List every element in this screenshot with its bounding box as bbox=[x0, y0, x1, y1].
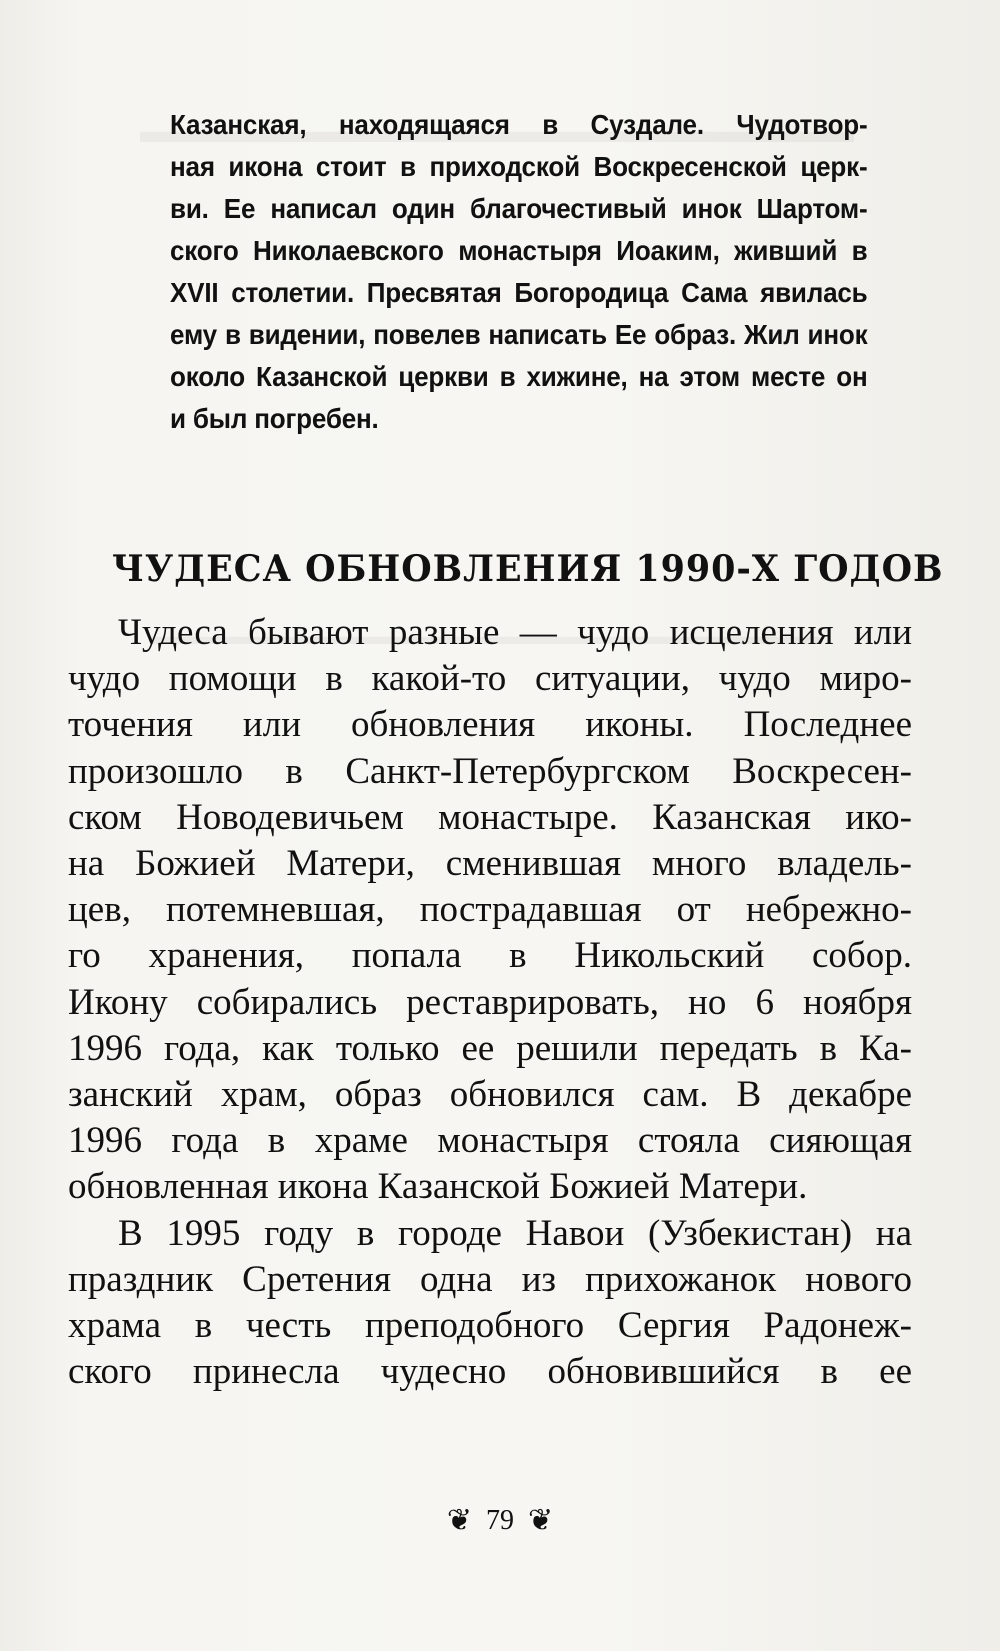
intro-line: и был погребен. bbox=[170, 403, 379, 434]
intro-line: около Казанской церкви в хижине, на этом месте он bbox=[170, 361, 868, 392]
body-line: произошло в Санкт-Петербургском Воскресен- bbox=[68, 750, 912, 792]
body-line: обновленная икона Казанской Божией Матери. bbox=[68, 1166, 808, 1208]
body-line: на Божией Матери, сменившая много владель- bbox=[68, 843, 912, 885]
intro-lead: Казанская, находящаяся в Суздале. bbox=[170, 109, 704, 140]
body-line: цев, потемневшая, пострадавшая от небрежно- bbox=[68, 889, 912, 931]
body-line: точения или обновления иконы. Последнее bbox=[68, 704, 912, 746]
ornament-right-icon: ❦ bbox=[528, 1503, 554, 1538]
intro-line-text: Чудотвор- bbox=[703, 109, 868, 140]
intro-line: XVII столетии. Пресвятая Богородица Сама явилась bbox=[170, 277, 868, 308]
intro-line: ему в видении, повелев написать Ее образ. Жил инок bbox=[170, 319, 868, 350]
intro-line: ского Николаевского монастыря Иоаким, живший в bbox=[170, 235, 868, 266]
body-line: занский храм, образ обновился сам. В декабре bbox=[68, 1074, 912, 1116]
body-line: ском Новодевичьем монастыре. Казанская ико- bbox=[68, 796, 912, 838]
body-line: 1996 года, как только ее решили передать в Ка- bbox=[68, 1027, 912, 1069]
body-line: В 1995 году в городе Навои (Узбекистан) на bbox=[118, 1212, 912, 1254]
body-line: го хранения, попала в Никольский собор. bbox=[68, 935, 912, 977]
body-line: Икону собирались реставрировать, но 6 ноября bbox=[68, 981, 912, 1023]
body-line: чудо помощи в какой-то ситуации, чудо миро- bbox=[68, 658, 912, 700]
body-line: Чудеса бывают разные — чудо исцеления или bbox=[118, 612, 912, 653]
body-line: ского принесла чудесно обновившийся в ее bbox=[68, 1351, 912, 1393]
page-footer bbox=[0, 1505, 1000, 1537]
body-line: 1996 года в храме монастыря стояла сияющая bbox=[68, 1120, 912, 1162]
body-line: праздник Сретения одна из прихожанок нового bbox=[68, 1258, 912, 1300]
body-text bbox=[68, 610, 912, 1395]
ornament-left-icon: ❦ bbox=[446, 1503, 472, 1538]
body-line: храма в честь преподобного Сергия Радонеж- bbox=[68, 1305, 912, 1347]
section-heading: ЧУДЕСА ОБНОВЛЕНИЯ 1990-Х ГОДОВ bbox=[112, 548, 944, 590]
intro-line: ная икона стоит в приходской Воскресенской церк- bbox=[170, 151, 868, 182]
intro-line bbox=[170, 104, 868, 146]
intro-line: ви. Ее написал один благочестивый инок Шартом- bbox=[170, 193, 868, 224]
intro-paragraph bbox=[170, 104, 868, 440]
page-number: 79 bbox=[486, 1505, 514, 1536]
